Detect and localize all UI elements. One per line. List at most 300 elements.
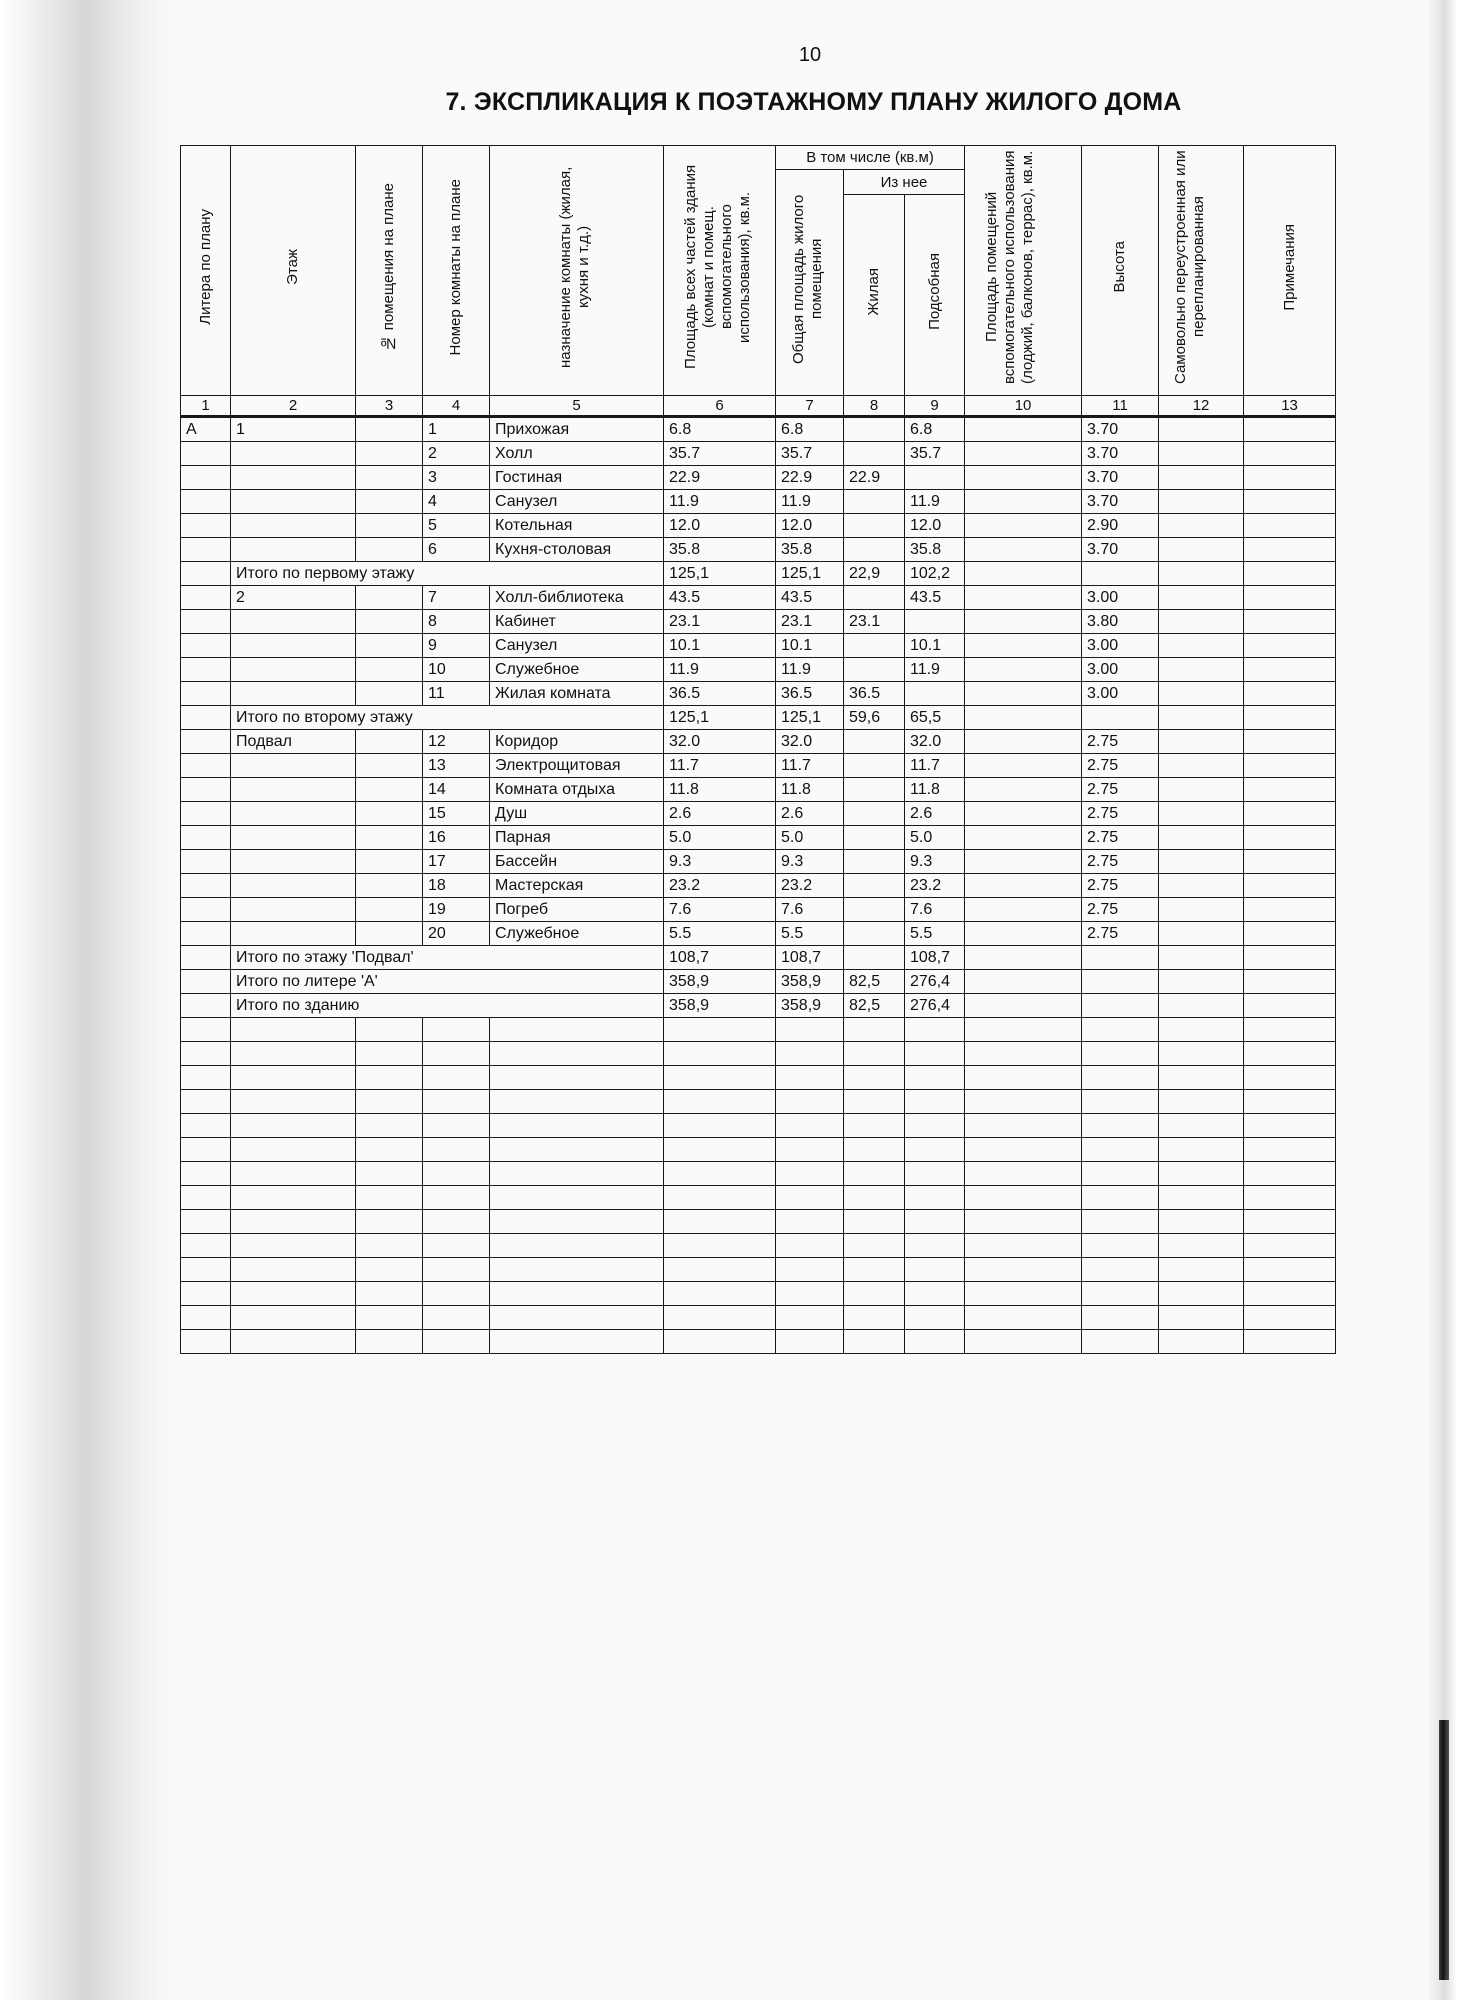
empty-cell xyxy=(1082,1042,1159,1066)
table-row xyxy=(181,682,1336,706)
cell-auxiliary: 276,4 xyxy=(905,970,965,994)
cell-height: 2.75 xyxy=(1082,754,1159,778)
cell-premises-no xyxy=(356,466,423,490)
cell-auxiliary: 102,2 xyxy=(905,562,965,586)
cell-height xyxy=(1082,970,1159,994)
cell-living-total: 36.5 xyxy=(776,682,844,706)
empty-cell xyxy=(1082,1186,1159,1210)
empty-cell xyxy=(776,1186,844,1210)
empty-cell xyxy=(356,1210,423,1234)
cell-height: 3.70 xyxy=(1082,490,1159,514)
cell-floor xyxy=(231,634,356,658)
cell-room-no: 4 xyxy=(423,490,490,514)
empty-cell xyxy=(356,1234,423,1258)
cell-self-rebuilt xyxy=(1159,826,1244,850)
cell-total-label: Итого по зданию xyxy=(231,994,664,1018)
cell-liter xyxy=(181,658,231,682)
empty-cell xyxy=(356,1018,423,1042)
empty-cell xyxy=(844,1066,905,1090)
cell-auxiliary: 35.8 xyxy=(905,538,965,562)
cell-living-total: 10.1 xyxy=(776,634,844,658)
cell-living xyxy=(844,442,905,466)
empty-cell xyxy=(356,1042,423,1066)
cell-liter xyxy=(181,514,231,538)
cell-room-no: 20 xyxy=(423,922,490,946)
empty-cell xyxy=(965,1162,1082,1186)
column-number: 2 xyxy=(231,396,356,417)
cell-aux-area xyxy=(965,490,1082,514)
cell-premises-no xyxy=(356,586,423,610)
empty-cell xyxy=(776,1282,844,1306)
total-row xyxy=(181,562,1336,586)
empty-cell xyxy=(1082,1138,1159,1162)
cell-living-total: 7.6 xyxy=(776,898,844,922)
cell-floor xyxy=(231,922,356,946)
table-row xyxy=(181,778,1336,802)
cell-living-total: 6.8 xyxy=(776,417,844,442)
table-row xyxy=(181,730,1336,754)
header-height xyxy=(1082,146,1159,396)
cell-living xyxy=(844,490,905,514)
empty-cell xyxy=(1159,1066,1244,1090)
column-number: 3 xyxy=(356,396,423,417)
empty-cell xyxy=(423,1114,490,1138)
cell-aux-area xyxy=(965,658,1082,682)
cell-room-name: Служебное xyxy=(490,658,664,682)
empty-cell xyxy=(844,1210,905,1234)
cell-floor xyxy=(231,442,356,466)
cell-total-area: 2.6 xyxy=(664,802,776,826)
cell-premises-no xyxy=(356,730,423,754)
cell-auxiliary: 10.1 xyxy=(905,634,965,658)
empty-cell xyxy=(776,1090,844,1114)
cell-living: 22.9 xyxy=(844,466,905,490)
cell-premises-no xyxy=(356,658,423,682)
empty-cell xyxy=(776,1210,844,1234)
cell-self-rebuilt xyxy=(1159,562,1244,586)
empty-cell xyxy=(1244,1114,1336,1138)
cell-aux-area xyxy=(965,922,1082,946)
empty-cell xyxy=(965,1234,1082,1258)
cell-room-no: 7 xyxy=(423,586,490,610)
cell-living xyxy=(844,778,905,802)
cell-total-area: 125,1 xyxy=(664,562,776,586)
empty-cell xyxy=(965,1114,1082,1138)
cell-liter xyxy=(181,682,231,706)
cell-auxiliary: 276,4 xyxy=(905,994,965,1018)
cell-room-no: 9 xyxy=(423,634,490,658)
cell-liter xyxy=(181,970,231,994)
cell-total-area: 358,9 xyxy=(664,970,776,994)
empty-cell xyxy=(1244,1234,1336,1258)
header-aux-area xyxy=(965,146,1082,396)
empty-cell xyxy=(776,1258,844,1282)
cell-floor xyxy=(231,538,356,562)
empty-cell xyxy=(844,1258,905,1282)
cell-notes xyxy=(1244,874,1336,898)
header-living-total-text: Общая площадь жилого помещения xyxy=(789,194,825,364)
cell-height: 2.75 xyxy=(1082,898,1159,922)
table-row xyxy=(181,417,1336,442)
empty-cell xyxy=(181,1066,231,1090)
cell-room-no: 5 xyxy=(423,514,490,538)
cell-height xyxy=(1082,946,1159,970)
cell-living-total: 11.9 xyxy=(776,490,844,514)
empty-cell xyxy=(905,1258,965,1282)
cell-total-area: 36.5 xyxy=(664,682,776,706)
table-row xyxy=(181,874,1336,898)
empty-cell xyxy=(356,1186,423,1210)
empty-cell xyxy=(664,1306,776,1330)
empty-cell xyxy=(844,1306,905,1330)
cell-floor xyxy=(231,802,356,826)
empty-cell xyxy=(905,1162,965,1186)
empty-cell xyxy=(905,1282,965,1306)
header-notes-text: Примечания xyxy=(1280,223,1298,311)
page-right-edge xyxy=(1427,0,1457,2000)
column-number: 12 xyxy=(1159,396,1244,417)
cell-liter xyxy=(181,898,231,922)
cell-living xyxy=(844,922,905,946)
header-liter-text: Литера по плану xyxy=(196,209,214,325)
header-height-text: Высота xyxy=(1111,241,1129,293)
cell-living xyxy=(844,802,905,826)
empty-cell xyxy=(664,1330,776,1354)
empty-cell xyxy=(231,1042,356,1066)
page-edge-shadow xyxy=(0,0,170,2000)
cell-room-name: Коридор xyxy=(490,730,664,754)
page-number: 10 xyxy=(798,44,822,66)
column-number: 13 xyxy=(1244,396,1336,417)
column-number-row xyxy=(181,396,1336,417)
cell-liter xyxy=(181,778,231,802)
empty-cell xyxy=(231,1258,356,1282)
empty-cell xyxy=(965,1138,1082,1162)
empty-cell xyxy=(1082,1282,1159,1306)
header-total-area xyxy=(664,146,776,396)
cell-height: 3.80 xyxy=(1082,610,1159,634)
table-row xyxy=(181,922,1336,946)
empty-row xyxy=(181,1306,1336,1330)
empty-cell xyxy=(490,1114,664,1138)
cell-total-area: 5.0 xyxy=(664,826,776,850)
cell-notes xyxy=(1244,658,1336,682)
empty-cell xyxy=(1159,1258,1244,1282)
cell-self-rebuilt xyxy=(1159,898,1244,922)
cell-room-name: Прихожая xyxy=(490,417,664,442)
cell-living-total: 12.0 xyxy=(776,514,844,538)
cell-liter xyxy=(181,538,231,562)
empty-cell xyxy=(1244,1066,1336,1090)
empty-cell xyxy=(1159,1234,1244,1258)
cell-room-no: 1 xyxy=(423,417,490,442)
cell-height: 3.00 xyxy=(1082,586,1159,610)
empty-cell xyxy=(490,1018,664,1042)
cell-aux-area xyxy=(965,778,1082,802)
cell-premises-no xyxy=(356,922,423,946)
cell-aux-area xyxy=(965,682,1082,706)
cell-floor xyxy=(231,754,356,778)
empty-cell xyxy=(965,1282,1082,1306)
empty-cell xyxy=(905,1306,965,1330)
cell-liter xyxy=(181,946,231,970)
cell-room-name: Кабинет xyxy=(490,610,664,634)
cell-premises-no xyxy=(356,826,423,850)
cell-auxiliary: 6.8 xyxy=(905,417,965,442)
empty-cell xyxy=(1082,1114,1159,1138)
cell-aux-area xyxy=(965,562,1082,586)
header-total-area-text: Площадь всех частей здания (комнат и помещ. вспомогательного использования), кв.м. xyxy=(681,164,753,370)
cell-total-label: Итого по первому этажу xyxy=(231,562,664,586)
empty-cell xyxy=(1244,1330,1336,1354)
cell-premises-no xyxy=(356,442,423,466)
empty-row xyxy=(181,1066,1336,1090)
cell-living xyxy=(844,538,905,562)
table-row xyxy=(181,610,1336,634)
cell-living: 36.5 xyxy=(844,682,905,706)
cell-self-rebuilt xyxy=(1159,754,1244,778)
empty-cell xyxy=(231,1282,356,1306)
header-aux-area-text: Площадь помещений вспомогательного использования (лоджий, балконов, террас), кв.м. xyxy=(983,150,1037,384)
cell-self-rebuilt xyxy=(1159,634,1244,658)
cell-floor xyxy=(231,658,356,682)
empty-cell xyxy=(1159,1210,1244,1234)
cell-height: 3.70 xyxy=(1082,442,1159,466)
cell-total-label: Итого по этажу 'Подвал' xyxy=(231,946,664,970)
cell-living: 59,6 xyxy=(844,706,905,730)
empty-cell xyxy=(231,1138,356,1162)
empty-cell xyxy=(181,1282,231,1306)
cell-auxiliary xyxy=(905,610,965,634)
empty-cell xyxy=(776,1162,844,1186)
cell-total-area: 11.8 xyxy=(664,778,776,802)
empty-cell xyxy=(423,1330,490,1354)
cell-self-rebuilt xyxy=(1159,658,1244,682)
cell-auxiliary: 23.2 xyxy=(905,874,965,898)
cell-auxiliary: 11.9 xyxy=(905,658,965,682)
cell-self-rebuilt xyxy=(1159,946,1244,970)
table-row xyxy=(181,514,1336,538)
cell-auxiliary: 2.6 xyxy=(905,802,965,826)
empty-cell xyxy=(1244,1186,1336,1210)
cell-liter xyxy=(181,634,231,658)
cell-height: 2.75 xyxy=(1082,922,1159,946)
empty-cell xyxy=(181,1234,231,1258)
cell-liter xyxy=(181,826,231,850)
cell-living-total: 9.3 xyxy=(776,850,844,874)
header-premises-no xyxy=(356,146,423,396)
empty-row xyxy=(181,1138,1336,1162)
cell-aux-area xyxy=(965,970,1082,994)
cell-living-total: 11.8 xyxy=(776,778,844,802)
cell-liter xyxy=(181,490,231,514)
cell-self-rebuilt xyxy=(1159,466,1244,490)
cell-room-name: Кухня-столовая xyxy=(490,538,664,562)
empty-row xyxy=(181,1042,1336,1066)
empty-cell xyxy=(181,1114,231,1138)
empty-cell xyxy=(776,1234,844,1258)
empty-cell xyxy=(664,1210,776,1234)
cell-auxiliary: 11.7 xyxy=(905,754,965,778)
cell-notes xyxy=(1244,417,1336,442)
cell-auxiliary: 43.5 xyxy=(905,586,965,610)
cell-floor: 2 xyxy=(231,586,356,610)
empty-cell xyxy=(1159,1018,1244,1042)
empty-cell xyxy=(231,1114,356,1138)
empty-cell xyxy=(231,1306,356,1330)
cell-room-name: Котельная xyxy=(490,514,664,538)
header-room-no-text: Номер комнаты на плане xyxy=(447,178,464,356)
cell-liter: А xyxy=(181,417,231,442)
empty-cell xyxy=(423,1282,490,1306)
empty-cell xyxy=(844,1114,905,1138)
cell-living xyxy=(844,946,905,970)
cell-liter xyxy=(181,442,231,466)
cell-notes xyxy=(1244,970,1336,994)
empty-row xyxy=(181,1186,1336,1210)
empty-cell xyxy=(490,1066,664,1090)
empty-cell xyxy=(1082,1162,1159,1186)
table-row xyxy=(181,898,1336,922)
empty-cell xyxy=(490,1186,664,1210)
cell-living-total: 43.5 xyxy=(776,586,844,610)
header-living-text: Жилая xyxy=(865,268,882,316)
cell-living-total: 35.7 xyxy=(776,442,844,466)
empty-row xyxy=(181,1114,1336,1138)
table-row xyxy=(181,754,1336,778)
cell-living xyxy=(844,730,905,754)
cell-self-rebuilt xyxy=(1159,730,1244,754)
cell-living-total: 2.6 xyxy=(776,802,844,826)
empty-row xyxy=(181,1258,1336,1282)
cell-notes xyxy=(1244,514,1336,538)
cell-self-rebuilt xyxy=(1159,682,1244,706)
cell-room-no: 10 xyxy=(423,658,490,682)
empty-cell xyxy=(965,1090,1082,1114)
cell-room-no: 3 xyxy=(423,466,490,490)
cell-living xyxy=(844,417,905,442)
empty-cell xyxy=(181,1018,231,1042)
cell-notes xyxy=(1244,586,1336,610)
cell-premises-no xyxy=(356,898,423,922)
cell-self-rebuilt xyxy=(1159,874,1244,898)
empty-cell xyxy=(356,1114,423,1138)
cell-liter xyxy=(181,850,231,874)
empty-cell xyxy=(423,1186,490,1210)
cell-room-name: Холл-библиотека xyxy=(490,586,664,610)
cell-premises-no xyxy=(356,490,423,514)
empty-cell xyxy=(776,1042,844,1066)
cell-room-name: Душ xyxy=(490,802,664,826)
empty-cell xyxy=(181,1306,231,1330)
cell-living-total: 11.9 xyxy=(776,658,844,682)
cell-notes xyxy=(1244,946,1336,970)
empty-cell xyxy=(231,1090,356,1114)
cell-height: 2.75 xyxy=(1082,850,1159,874)
empty-cell xyxy=(1244,1042,1336,1066)
empty-cell xyxy=(231,1162,356,1186)
cell-height: 3.70 xyxy=(1082,417,1159,442)
cell-self-rebuilt xyxy=(1159,778,1244,802)
cell-self-rebuilt xyxy=(1159,994,1244,1018)
empty-cell xyxy=(1159,1042,1244,1066)
cell-self-rebuilt xyxy=(1159,610,1244,634)
empty-cell xyxy=(776,1114,844,1138)
cell-living: 82,5 xyxy=(844,994,905,1018)
cell-notes xyxy=(1244,922,1336,946)
empty-cell xyxy=(423,1138,490,1162)
empty-cell xyxy=(1159,1114,1244,1138)
cell-room-no: 19 xyxy=(423,898,490,922)
empty-cell xyxy=(356,1330,423,1354)
header-liter xyxy=(181,146,231,396)
empty-cell xyxy=(844,1186,905,1210)
cell-height: 2.75 xyxy=(1082,730,1159,754)
cell-auxiliary: 9.3 xyxy=(905,850,965,874)
cell-room-name: Санузел xyxy=(490,490,664,514)
header-premises-no-text: № помещения на плане xyxy=(380,182,397,352)
cell-auxiliary: 35.7 xyxy=(905,442,965,466)
cell-total-area: 23.1 xyxy=(664,610,776,634)
cell-living-total: 11.7 xyxy=(776,754,844,778)
empty-cell xyxy=(1159,1282,1244,1306)
empty-cell xyxy=(490,1138,664,1162)
cell-liter xyxy=(181,802,231,826)
cell-notes xyxy=(1244,706,1336,730)
cell-aux-area xyxy=(965,706,1082,730)
cell-auxiliary: 7.6 xyxy=(905,898,965,922)
cell-room-no: 11 xyxy=(423,682,490,706)
cell-floor xyxy=(231,610,356,634)
empty-cell xyxy=(231,1018,356,1042)
cell-aux-area xyxy=(965,946,1082,970)
empty-row xyxy=(181,1210,1336,1234)
empty-row xyxy=(181,1162,1336,1186)
empty-cell xyxy=(490,1042,664,1066)
empty-cell xyxy=(423,1042,490,1066)
cell-total-area: 22.9 xyxy=(664,466,776,490)
total-row xyxy=(181,994,1336,1018)
empty-cell xyxy=(1244,1306,1336,1330)
empty-cell xyxy=(181,1042,231,1066)
cell-height xyxy=(1082,994,1159,1018)
empty-cell xyxy=(905,1186,965,1210)
header-living xyxy=(844,195,905,396)
cell-aux-area xyxy=(965,538,1082,562)
table-row xyxy=(181,802,1336,826)
header-floor-text: Этаж xyxy=(284,249,301,285)
empty-cell xyxy=(844,1282,905,1306)
empty-cell xyxy=(965,1186,1082,1210)
cell-self-rebuilt xyxy=(1159,417,1244,442)
cell-room-name: Бассейн xyxy=(490,850,664,874)
cell-total-label: Итого по литере 'А' xyxy=(231,970,664,994)
empty-cell xyxy=(231,1066,356,1090)
column-number: 7 xyxy=(776,396,844,417)
cell-self-rebuilt xyxy=(1159,442,1244,466)
empty-cell xyxy=(905,1090,965,1114)
cell-floor xyxy=(231,898,356,922)
cell-notes xyxy=(1244,490,1336,514)
empty-cell xyxy=(423,1258,490,1282)
cell-floor xyxy=(231,682,356,706)
cell-living xyxy=(844,658,905,682)
cell-room-name: Холл xyxy=(490,442,664,466)
empty-cell xyxy=(1244,1018,1336,1042)
cell-room-name: Комната отдыха xyxy=(490,778,664,802)
cell-premises-no xyxy=(356,850,423,874)
cell-auxiliary xyxy=(905,682,965,706)
